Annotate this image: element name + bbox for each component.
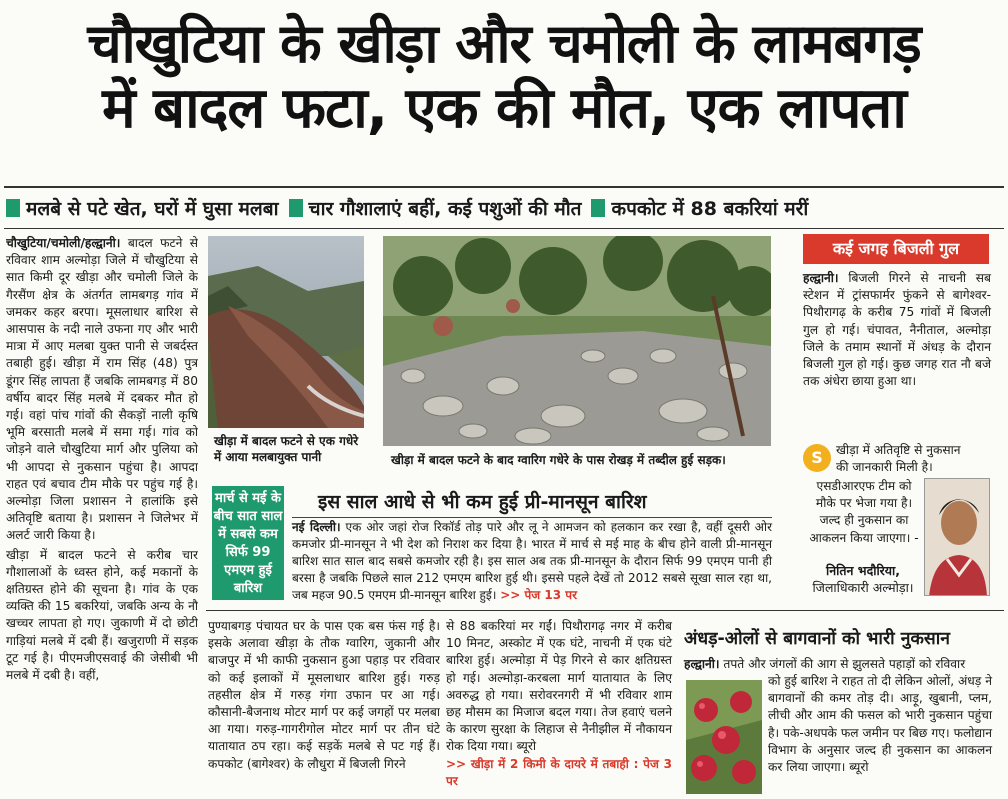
subhead-2: चार गौशालाएं बहीं, कई पशुओं की मौत bbox=[289, 195, 582, 221]
story-paragraph-2: खीड़ा में बादल फटने से करीब चार गौशालाओं के ध्वस्त होने, कई मकानों के क्षतिग्रस्त होने की सूचना है। गांव के एक व्यक्ति की 15 बकरियां, जबकि अन्य के नौ खच्चर लापता हो गए। जुकाणी में दो छोटी गाड़ियां मलबे में दबी हैं। खजुराणी में सड़क टूट गई है। पीएमजीएसवाई की जेसीबी भी मलबे में दबी है। वहीं, bbox=[6, 547, 198, 683]
fruit-photo bbox=[686, 680, 762, 794]
power-outage-heading: कई जगह बिजली गुल bbox=[803, 234, 989, 264]
dateline: चौखुटिया/चमोली/हल्द्वानी। bbox=[6, 236, 121, 250]
photo-2-caption: खीड़ा में बादल फटने के बाद ग्वारिग गधेरे के पास रोखड़ में तब्दील हुई सड़क। bbox=[391, 453, 726, 467]
photo-1-caption: खीड़ा में बादल फटने से एक गधेरे में आया मलबायुक्त पानी bbox=[214, 434, 359, 464]
monsoon-story bbox=[292, 519, 772, 604]
left-column-story bbox=[6, 235, 198, 795]
sdrf-logo-icon: S bbox=[803, 444, 831, 472]
orchard-lead bbox=[684, 656, 992, 673]
quote-text-2: एसडीआरएफ टीम को मौके पर भेजा गया है। जल्द ही नुकसान का आकलन किया जाएगा। - bbox=[809, 479, 919, 545]
flood-water-photo bbox=[208, 236, 364, 428]
headline bbox=[0, 12, 1008, 142]
subhead-1: मलबे से पटे खेत, घरों में घुसा मलबा bbox=[6, 195, 279, 221]
orchard-lead-text: तपते और जंगलों की आग से झुलसते पहाड़ों को रविवार bbox=[723, 657, 966, 671]
story-continued-column-2 bbox=[446, 618, 672, 790]
official-portrait bbox=[924, 478, 990, 596]
monsoon-heading: इस साल आधे से भी कम हुई प्री-मानसून बारिश bbox=[318, 491, 647, 513]
monsoon-body: एक ओर जहां रोज रिकॉर्ड तोड़ पारे और लू ने आमजन को हलकान कर रखा है, वहीं दूसरी ओर कमजोर प्री-मानसून ने भी देश को निराश कर दिया है। भारत में मार्च से मई माह के बीच होने वाली प्री-मानसून बारिश सात साल बाद सबसे कमजोर रही है। इस साल अब तक प्री-मानसून के दौरान सिर्फ 99 एमएम पानी ही बरसा है जबकि पिछले साल 212 एमएम बारिश हुई थी। इससे पहले देखें तो 2012 सबसे सूखा साल रहा था, जब महज 90.5 एमएम प्री-मानसून बारिश हुई। bbox=[292, 520, 772, 602]
orchard-heading: अंधड़-ओलों से बागवानों को भारी नुकसान bbox=[684, 629, 950, 649]
dateline: नई दिल्ली। bbox=[292, 520, 341, 534]
orchard-story: को हुई बारिश ने राहत तो दी लेकिन ओलों, अंधड़ ने बागवानों की कमर तोड़ दी। आड़ू, खुबानी, प्लम, लीची और आम की फसल को भारी नुकसान पहुंचा है। पके-अधपके फल जमीन पर बिछ गए। फलोद्यान विभाग के अनुसार जल्द ही नुकसान का आकलन कर लिया जाएगा। ब्यूरो bbox=[768, 674, 992, 775]
dateline: हल्द्वानी। bbox=[684, 657, 720, 671]
page-3-link[interactable]: >> खीड़ा में 2 किमी के दायरे में तबाही : पेज 3 पर bbox=[446, 756, 672, 788]
quote-text-1: खीड़ा में अतिवृष्टि से नुकसान की जानकारी मिली है। bbox=[836, 443, 961, 475]
dateline: हल्द्वानी। bbox=[803, 271, 839, 285]
headline-line-2: में बादल फटा, एक की मौत, एक लापता bbox=[102, 76, 906, 141]
subhead-3: कपकोट में 88 बकरियां मरीं bbox=[591, 195, 808, 221]
subheads bbox=[6, 190, 1002, 226]
story-paragraph-1: बादल फटने से रविवार शाम अल्मोड़ा जिले में चौखुटिया से सात किमी दूर खीड़ा और चमोली जिले के गैरसैंण क्षेत्र के अंतर्गत लामबगड़ गांव में जमकर कहर बरपा। मूसलाधार बारिश से आसपास के नदी नाले उफना गए और भारी मात्रा में आए मलबा युक्त पानी से जबर्दस्त तबाही हुई। खीड़ा में राम सिंह (48) पुत्र डूंगर सिंह लापता हैं जबकि लामबगड़ में 80 वर्षीय बादर सिंह मलबे में दबकर मौत हो गई। वहां पांच गांवों की सैकड़ों नाली कृषि भूमि बरसाती मलबे में समा गई। गांव को जोड़ने वाले चौखुटिया मार्ग और पुलिया को भी आपदा से नुकसान पहुंचा है। आपदा राहत एवं बचाव टीम मौके पर पहुंच गई है। अल्मोड़ा जिला प्रशासन ने हालांकि इसे अतिवृष्टि बताया है। प्रशासन ने जिलेभर में अलर्ट जारी किया है। bbox=[6, 236, 198, 543]
power-outage-story bbox=[803, 270, 991, 390]
official-name: नितिन भदौरिया, bbox=[825, 563, 901, 578]
divider bbox=[4, 228, 1004, 229]
square-bullet-icon bbox=[289, 199, 303, 217]
headline-line-1: चौखुटिया के खीड़ा और चमोली के लामबगड़ bbox=[87, 12, 921, 75]
divider bbox=[292, 517, 772, 518]
divider bbox=[4, 186, 1004, 188]
official-title: जिलाधिकारी अल्मोड़ा। bbox=[812, 580, 914, 595]
column-2-body: से 88 बकरियां मर गईं। पिथौरागढ़ नगर में करीब 10 मिनट, अस्कोट में एक घंटे, नाचनी में एक घंटे बारिश हुई। अल्मोड़ा में पेड़ गिरने से कार क्षतिग्रस्त हो गई। अल्मोड़ा-करबला मार्ग यातायात के लिए अवरुद्ध हो गया। सरोवरनगरी में भी रविवार शाम छह मौसम का मिजाज बदल गया। तेज हवाएं चलने के कारण सुरक्षा के लिहाज से नैनीझील में नौकायन रोक दिया गया। ब्यूरो bbox=[446, 619, 672, 754]
power-outage-body: बिजली गिरने से नाचनी सब स्टेशन में ट्रांसफार्मर फुंकने से बागेश्वर-पिथौरागढ़ के करीब 75 गांवों में बिजली गुल हो गई। चंपावत, नैनीताल, अल्मोड़ा जिले के तमाम स्थानों में अंधड़ के दौरान बिजली गुल हो गई। कुछ जगह रात नौ बजे तक अंधेरा छाया हुआ था। bbox=[803, 271, 992, 389]
square-bullet-icon bbox=[591, 199, 605, 217]
rainfall-stat-box: मार्च से मई के बीच सात साल में सबसे कम सिर्फ 99 एमएम हुई बारिश bbox=[212, 486, 284, 600]
continued-link[interactable]: >> पेज 13 पर bbox=[500, 588, 577, 602]
debris-road-photo bbox=[383, 236, 771, 446]
story-continued-column-1: पुण्याबगड़ पंचायत घर के पास एक बस फंस गई है। इसके अलावा खीड़ा के तौक ग्वारिग, जुकानी और बाजपुर में भी काफी नुकसान हुआ पहाड़ पर रविवार को कई इलाकों में मूसलाधार बारिश हुई। गरुड़ तहसील क्षेत्र में गरुड़ गंगा उफान पर आ गई। कौसानी-बैजनाथ मोटर मार्ग पर कई जगहों पर मलबा आ गया। गरुड़-गागरीगोल मोटर मार्ग पर तीन घंटे यातायात ठप रहा। कई सड़कें मलबे से पट गई हैं। कपकोट (बागेश्वर) के लौधुरा में बिजली गिरने bbox=[208, 619, 440, 771]
official-byline bbox=[800, 562, 926, 596]
divider bbox=[206, 610, 1004, 611]
square-bullet-icon bbox=[6, 199, 20, 217]
